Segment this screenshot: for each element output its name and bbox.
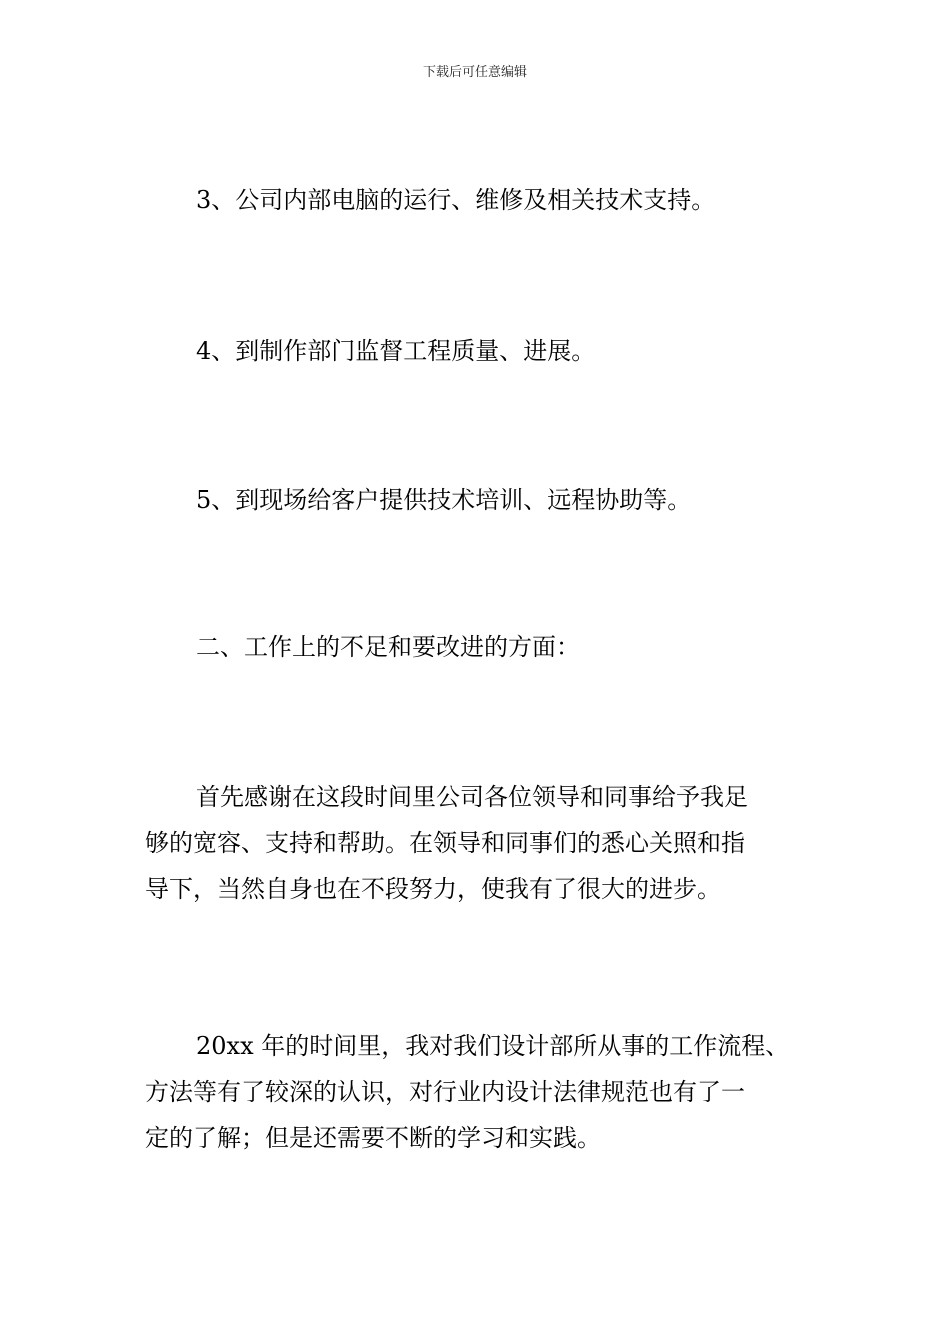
paragraph-line: 导下，当然自身也在不段努力，使我有了很大的进步。 — [145, 875, 721, 903]
paragraph-line: 4、到制作部门监督工程质量、进展。 — [196, 337, 596, 365]
paragraph-line: 二、工作上的不足和要改进的方面： — [196, 633, 580, 661]
section-heading — [145, 624, 835, 670]
list-item-4 — [145, 328, 835, 374]
page-header: 下载后可任意编辑 — [422, 65, 527, 80]
list-item-3 — [145, 177, 835, 223]
paragraph-line: 首先感谢在这段时间里公司各位领导和同事给予我足 — [196, 783, 748, 811]
list-item-5 — [145, 477, 835, 523]
body-paragraph-thanks — [145, 774, 835, 912]
paragraph-line: 方法等有了较深的认识，对行业内设计法律规范也有了一 — [145, 1078, 745, 1106]
paragraph-line: 5、到现场给客户提供技术培训、远程协助等。 — [196, 486, 692, 514]
paragraph-line: 够的宽容、支持和帮助。在领导和同事们的悉心关照和指 — [145, 829, 745, 857]
body-paragraph-year — [145, 1023, 835, 1161]
paragraph-line: 20xx 年的时间里，我对我们设计部所从事的工作流程、 — [196, 1032, 790, 1060]
paragraph-line: 3、公司内部电脑的运行、维修及相关技术支持。 — [196, 186, 716, 214]
paragraph-line: 定的了解；但是还需要不断的学习和实践。 — [145, 1124, 601, 1152]
